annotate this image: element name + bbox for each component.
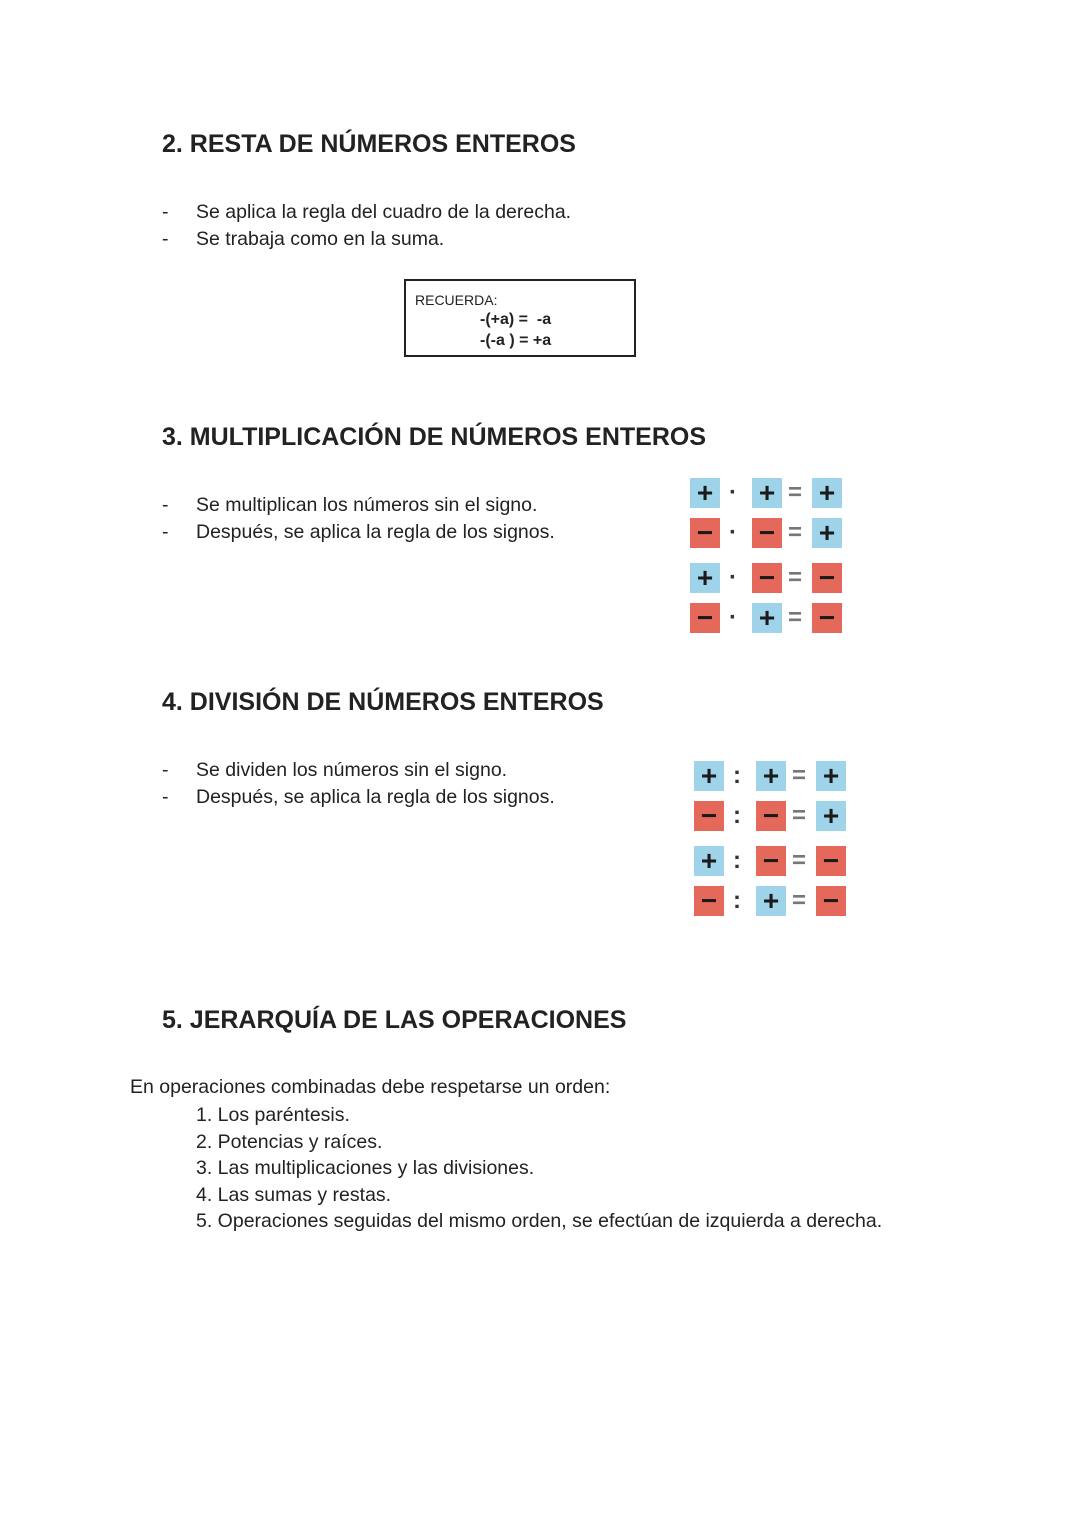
sign-cell: +	[812, 478, 842, 508]
sign-cell: −	[694, 886, 724, 916]
operator-symbol: ·	[729, 519, 737, 546]
resta-bullets	[162, 199, 571, 253]
sign-cell: +	[816, 761, 846, 791]
sign-cell: +	[756, 761, 786, 791]
sign-cell: +	[694, 846, 724, 876]
equals-symbol: =	[787, 519, 802, 546]
jerarquia-steps	[196, 1102, 882, 1235]
list-item: 4. Las sumas y restas.	[196, 1183, 392, 1206]
multiplication-sign-rules	[690, 478, 846, 636]
sign-cell: −	[756, 846, 786, 876]
sign-cell: −	[816, 846, 846, 876]
sign-cell: +	[756, 886, 786, 916]
operator-symbol: ·	[729, 604, 737, 631]
sign-rule-row	[694, 801, 850, 831]
list-item: - Se multiplican los números sin el signo.	[162, 494, 538, 516]
heading-jerarquia: 5. JERARQUÍA DE LAS OPERACIONES	[162, 1006, 627, 1034]
list-item: - Se aplica la regla del cuadro de la derecha.	[162, 201, 572, 223]
sign-rule-row	[694, 846, 850, 876]
sign-cell: −	[690, 518, 720, 548]
recuerda-title: RECUERDA:	[415, 292, 498, 308]
list-item: 1. Los paréntesis.	[196, 1104, 350, 1126]
recuerda-rule-2: -(-a ) = +a	[480, 332, 552, 349]
sign-cell: −	[694, 801, 724, 831]
sign-cell: +	[752, 478, 782, 508]
multiplicacion-bullets	[162, 492, 555, 546]
list-item: - Después, se aplica la regla de los signos.	[162, 786, 555, 808]
operator-symbol: :	[733, 847, 741, 874]
operator-symbol: :	[733, 802, 741, 829]
sign-cell: −	[812, 603, 842, 633]
sign-cell: −	[816, 886, 846, 916]
sign-rule-row	[694, 886, 850, 916]
sign-cell: +	[812, 518, 842, 548]
sign-rule-row	[690, 563, 846, 593]
list-item: - Se dividen los números sin el signo.	[162, 759, 508, 781]
sign-cell: −	[756, 801, 786, 831]
heading-division: 4. DIVISIÓN DE NÚMEROS ENTEROS	[162, 688, 604, 716]
equals-symbol: =	[791, 847, 806, 874]
sign-cell: +	[694, 761, 724, 791]
sign-cell: +	[752, 603, 782, 633]
list-item-text: Después, se aplica la regla de los signos.	[196, 786, 555, 808]
recuerda-box	[404, 279, 636, 357]
operator-symbol: ·	[729, 479, 737, 506]
equals-symbol: =	[787, 564, 802, 591]
recuerda-rule-1: -(+a) = -a	[480, 311, 552, 328]
jerarquia-intro: En operaciones combinadas debe respetarse un orden:	[130, 1076, 611, 1098]
sign-rule-row	[690, 478, 846, 508]
equals-symbol: =	[791, 802, 806, 829]
list-item-text: Se dividen los números sin el signo.	[196, 759, 508, 781]
equals-symbol: =	[787, 604, 802, 631]
operator-symbol: :	[733, 762, 741, 789]
list-item-text: Se trabaja como en la suma.	[196, 228, 445, 250]
division-sign-rules	[694, 761, 854, 925]
operator-symbol: :	[733, 887, 741, 914]
sign-cell: +	[690, 563, 720, 593]
list-item-text: Después, se aplica la regla de los signos.	[196, 521, 555, 543]
list-item: - Se trabaja como en la suma.	[162, 228, 445, 250]
list-item: 5. Operaciones seguidas del mismo orden, se efectúan de izquierda a derecha.	[196, 1210, 883, 1232]
heading-multiplicacion: 3. MULTIPLICACIÓN DE NÚMEROS ENTEROS	[162, 423, 707, 451]
list-item-text: Se multiplican los números sin el signo.	[196, 494, 538, 516]
list-item: - Después, se aplica la regla de los signos.	[162, 521, 555, 543]
list-item: 2. Potencias y raíces.	[196, 1130, 383, 1153]
sign-rule-row	[690, 603, 846, 633]
sign-rule-row	[694, 761, 850, 791]
sign-cell: −	[812, 563, 842, 593]
sign-rule-row	[690, 518, 846, 548]
sign-cell: +	[690, 478, 720, 508]
sign-cell: −	[752, 518, 782, 548]
division-bullets	[162, 757, 555, 811]
list-item: 3. Las multiplicaciones y las divisiones.	[196, 1157, 535, 1179]
heading-resta: 2. RESTA DE NÚMEROS ENTEROS	[162, 130, 576, 158]
sign-cell: −	[690, 603, 720, 633]
equals-symbol: =	[791, 762, 806, 789]
operator-symbol: ·	[729, 564, 737, 591]
equals-symbol: =	[791, 887, 806, 914]
sign-cell: −	[752, 563, 782, 593]
list-item-text: Se aplica la regla del cuadro de la derecha.	[196, 201, 572, 223]
sign-cell: +	[816, 801, 846, 831]
equals-symbol: =	[787, 479, 802, 506]
